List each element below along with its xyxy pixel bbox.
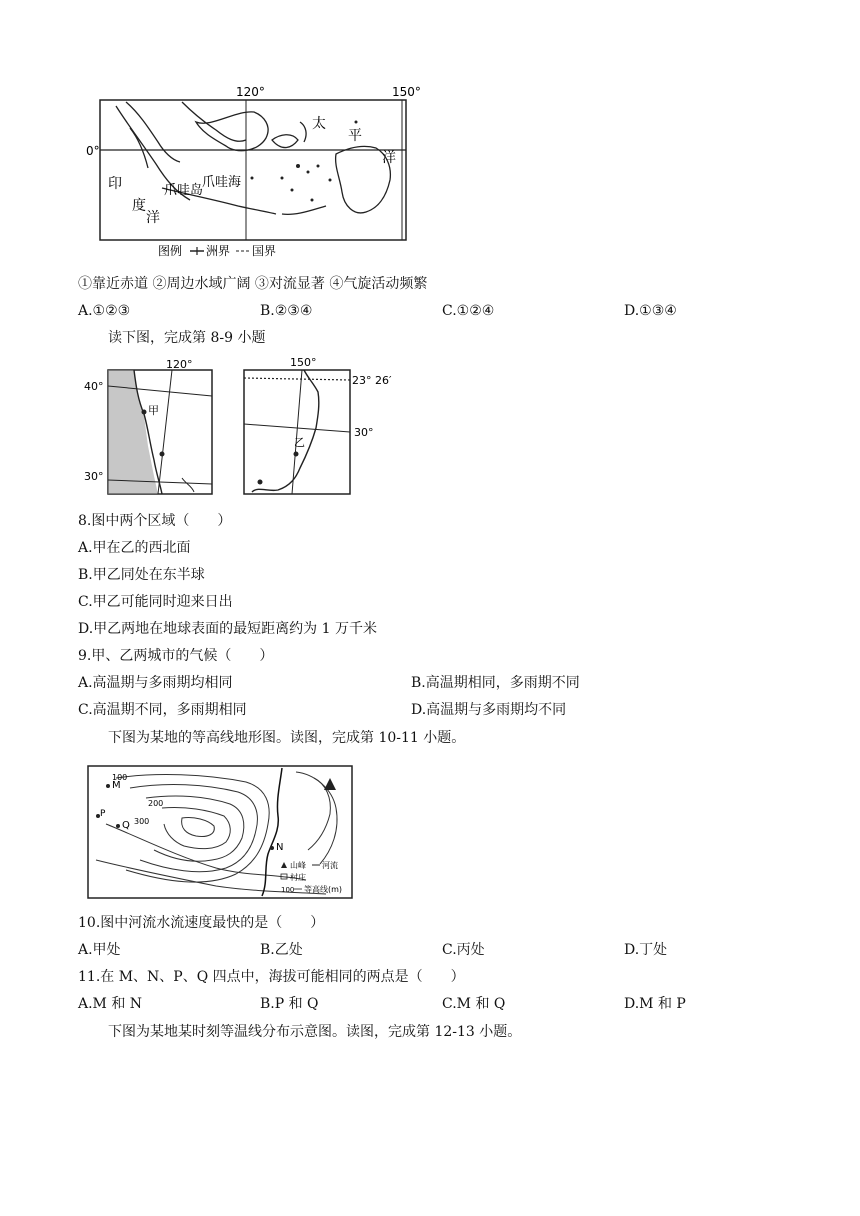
q8-stem: 8.图中两个区域（ ）	[78, 513, 232, 529]
label-yang-indian: 洋	[146, 210, 160, 226]
q10-option-a[interactable]: A.甲处	[78, 942, 121, 958]
q7-option-b[interactable]: B.②③④	[260, 303, 313, 319]
q11-option-d[interactable]: D.M 和 P	[624, 996, 686, 1012]
legend-title: 图例	[158, 244, 183, 258]
q10-option-d[interactable]: D.丁处	[624, 942, 668, 958]
left-lat-bottom-label: 30°	[84, 470, 104, 483]
label-du: 度	[132, 198, 146, 214]
label-java-island: 爪哇岛	[164, 183, 204, 198]
q11-stem: 11.在 M、N、P、Q 四点中，海拔可能相同的两点是（ ）	[78, 969, 465, 985]
label-tai: 太	[312, 116, 326, 132]
intro-8-9: 读下图，完成第 8-9 小题	[108, 330, 266, 346]
q8-option-a[interactable]: A.甲在乙的西北面	[78, 540, 191, 556]
q7-option-d[interactable]: D.①③④	[624, 303, 677, 319]
legend-contour-value: 100	[281, 886, 295, 894]
intro-10-11: 下图为某地的等高线地形图。读图，完成第 10-11 小题。	[108, 730, 466, 746]
map-southeast-asia	[86, 82, 436, 264]
label-yin: 印	[108, 176, 122, 192]
legend-peak-symbol	[281, 862, 287, 868]
legend-village-label: 村庄	[290, 873, 306, 882]
q7-option-a[interactable]: A.①②③	[78, 303, 131, 319]
q8-option-c[interactable]: C.甲乙可能同时迎来日出	[78, 594, 233, 610]
point-q-dot	[116, 824, 120, 828]
legend-peak-label: 山峰	[290, 861, 306, 870]
coastlines	[116, 102, 390, 214]
legend-country-label: 国界	[252, 244, 277, 258]
q7-option-c[interactable]: C.①②④	[442, 303, 495, 319]
contour-label-200: 200	[148, 799, 164, 808]
map-contour	[86, 764, 356, 900]
q11-option-a[interactable]: A.M 和 N	[78, 996, 143, 1012]
left-lon-label: 120°	[166, 358, 193, 371]
right-second-dot	[258, 480, 263, 485]
contour-label-300: 300	[134, 817, 150, 826]
lon-120-label: 120°	[236, 85, 265, 99]
left-lat-top-label: 40°	[84, 380, 104, 393]
left-second-dot	[160, 452, 165, 457]
label-yang-pacific: 洋	[382, 150, 396, 166]
point-q-label: Q	[122, 820, 130, 831]
q8-option-b[interactable]: B.甲乙同处在东半球	[78, 567, 205, 583]
right-tropic-label: 23° 26′	[352, 374, 392, 387]
right-lon-label: 150°	[290, 356, 317, 369]
q9-option-b[interactable]: B.高温期相同，多雨期不同	[411, 675, 580, 691]
q10-option-c[interactable]: C.丙处	[442, 942, 485, 958]
city-jia-label: 甲	[148, 404, 159, 417]
mountain-peak	[324, 778, 336, 790]
point-m-dot	[106, 784, 110, 788]
q11-option-c[interactable]: C.M 和 Q	[442, 996, 506, 1012]
map-two-regions	[82, 356, 392, 498]
city-yi-label: 乙	[294, 436, 305, 449]
contour-map-frame	[88, 766, 352, 898]
intro-12-13: 下图为某地某时刻等温线分布示意图。读图，完成第 12-13 小题。	[108, 1024, 522, 1040]
q10-stem: 10.图中河流水流速度最快的是（ ）	[78, 915, 325, 931]
city-jia-dot	[142, 410, 147, 415]
right-lat-label: 30°	[354, 426, 374, 439]
left-meridian-120	[158, 370, 172, 494]
point-p-label: P	[100, 809, 106, 819]
contour-label-100: 100	[112, 773, 128, 782]
legend-contour-label: 等高线(m)	[304, 885, 343, 894]
q9-option-a[interactable]: A.高温期与多雨期均相同	[78, 675, 233, 691]
q8-option-d[interactable]: D.甲乙两地在地球表面的最短距离约为 1 万千米	[78, 621, 377, 637]
q9-option-c[interactable]: C.高温期不同，多雨期相同	[78, 702, 247, 718]
label-ping: 平	[348, 128, 362, 144]
q10-option-b[interactable]: B.乙处	[260, 942, 303, 958]
right-tropic-line	[244, 378, 350, 380]
legend-river-label: 河流	[322, 861, 338, 870]
point-n-dot	[270, 846, 274, 850]
city-yi-dot	[294, 452, 299, 457]
legend-continent-label: 洲界	[206, 244, 231, 258]
q9-stem: 9.甲、乙两城市的气候（ ）	[78, 648, 274, 664]
lat-0-label: 0°	[86, 144, 100, 158]
q7-statements: ①靠近赤道 ②周边水域广阔 ③对流显著 ④气旋活动频繁	[78, 276, 428, 292]
label-java-sea: 爪哇海	[202, 175, 242, 190]
q11-option-b[interactable]: B.P 和 Q	[260, 996, 319, 1012]
right-coastline	[252, 370, 319, 492]
q9-option-d[interactable]: D.高温期与多雨期均不同	[411, 702, 567, 718]
point-n-label: N	[276, 842, 284, 853]
lon-150-label: 150°	[392, 85, 421, 99]
point-m-label: M	[112, 780, 121, 791]
